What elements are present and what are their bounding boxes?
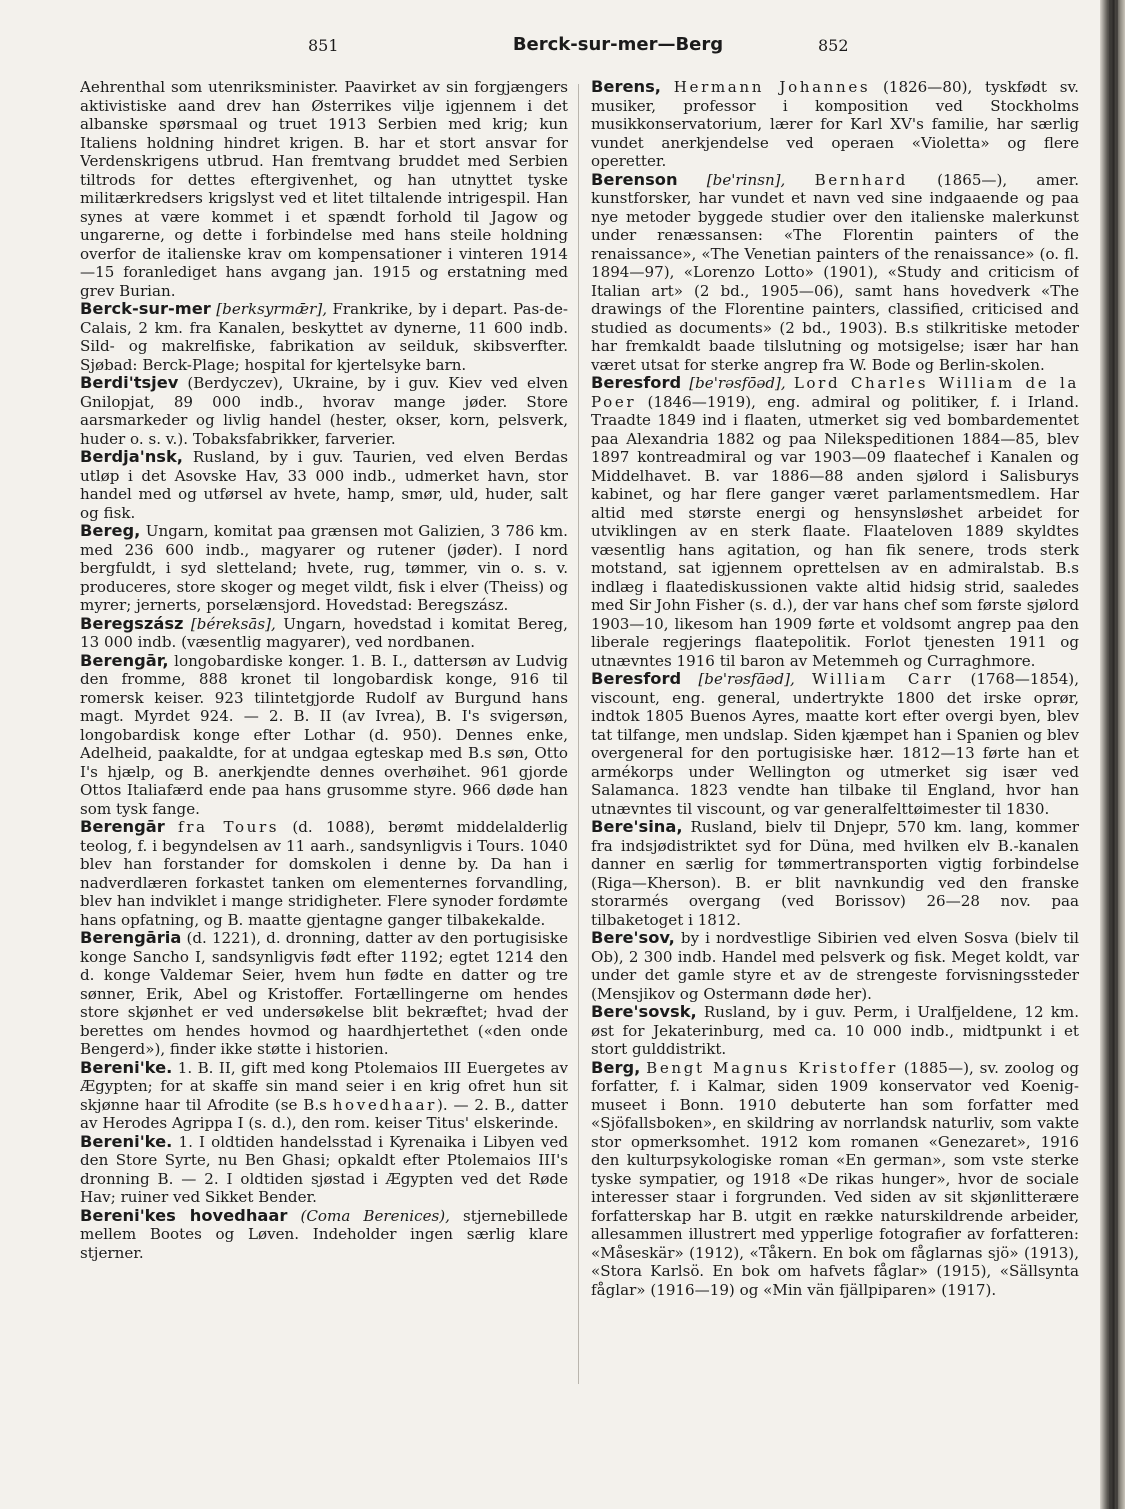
entry-headword: Bere'sovsk, [591,1002,697,1021]
book-spine-edge [1100,0,1125,1509]
entry-text: 1. B. II, gift med kong Ptolemaios III Euergetes av Ægypten; for at skaffe sin mand seier i en krig ofret hun sit skjønne haar til Afrodite (se B.s [80,1058,568,1114]
entry-headword: Beresford [591,669,682,688]
entry-headword: Bereni'kes hovedhaar [80,1205,288,1225]
entry-text: (1885—), sv. zoolog og forfatter, f. i Kalmar, siden 1909 konservator ved Koenig-museet i Bonn. 1910 debuterte han som forfatter med «Sjöfallsboken», en skildring av norrlandsk naturliv, som vakte stor opmerksomhet. 1912 kom romanen «Genezaret», 1916 den kulturpsykologiske roman «En german», som vste sterke tyske sympatier, og 1918 «De rikas hunger», hvor de sociale interesser staar i forgrunden. Ved siden av sit skjønlitterære forfatterskap har B. utgit en række naturskildrende arbeider, allesammen illustrert med ypperlige fotografier av forfatteren: «Måseskär» (1912), «Tåkern. En bok om fåglarnas sjö» (1913), «Stora Karlsö. En bok om hafvets fåglar» (1915), «Sällsynta fåglar» (1916—19) og «Min vän fjällpiparen» (1917). [591,1058,1079,1299]
column-divider [578,84,579,1384]
entry-text: Ungarn, komitat paa grænsen mot Galizien, 3 786 km. med 236 600 indb., magyarer og rutener (jøder). I nord bergfuldt, i syd sletteland; hvete, rug, tømmer, vin o. s. v. produceres, store skoger og meget vildt, fisk i elver (Theiss) og myrer; jernerts, porselænsjord. Hovedstad: Beregszász. [80,522,568,614]
entry-text: (1865—), amer. kunstforsker, har vundet et navn ved sine indgaaende og paa nye metoder byggede studier over den italienske malerkunst under renæssansen: «The Florentin painters of the renaissance», «The Venetian painters of the renaissance» (o. fl. 1894—97), «Lorenzo Lotto» (1901), «Study and criticism of Italian art» (2 bd., 1905—06), samt hans hovedverk «The drawings of the Florentine painters, classified, criticised and studied as documents» (2 bd., 1903). B.s stilkritiske metoder har fremkaldt baade tilslutning og motsigelse; især har han været utsat for sterke angrep fra W. Bode og Berlin-skolen. [591,170,1079,374]
entry-headword: Berg, [591,1057,641,1077]
page-number-left: 851 [308,36,339,55]
entry-text: by i nordvestlige Sibirien ved elven Sosva (bielv til Ob), 2 300 indb. Handel med pelsverk og fisk. Meget koldt, var under det gamle styre et av de strengeste forvisningssteder (Mensjikov og Ostermann døde her). [591,929,1079,1003]
right-column [591,78,1079,1403]
entry-text: (Berdyczev), Ukraine, by i guv. Kiev ved elven Gnilopjat, 89 000 indb., hvorav mange jøder. Store aarsmarkeder og livlig handel (hester, okser, korn, pelsverk, huder o. s. v.). Tobaksfabrikker, farverier. [80,374,568,448]
entry-berg [591,1059,1079,1300]
entry-text: Rusland, by i guv. Taurien, ved elven Berdas utløp i det Asovske Hav, 33 000 indb., udmerket havn, stor handel med og utførsel av hvete, hamp, smør, uld, huder, salt og fisk. [80,448,568,522]
entry-berenike-place [80,1133,568,1207]
entry-berengar-tours [80,818,568,929]
continued-entry: Aehrenthal som utenriksminister. Paavirket av sin forgjængers aktivistiske aand drev han Østerrikes vilje igjennem i det albanske spørsmaal og truet 1913 Serbien med krig; kun Italiens holdning hindret krigen. B. har et stort ansvar for Verdenskrigens utbrud. Han fremtvang bruddet med Serbien tiltrods for dettes eftergivenhet, og han utnyttet tyske militærkredsers krigslyst ved et litet tiltalende intrigespil. Han synes at være kommet i et spændt forhold til Jagow og ungarerne, og dette i forbindelse med hans steile holdning overfor de italienske krav om kompensationer i vinteren 1914—15 foranlediget hans avgang jan. 1915 og erstatning med grev Burian. [80,78,568,300]
entry-headword: Berdja'nsk, [80,447,183,466]
person-name: fra Tours [178,818,280,836]
entry-berens [591,78,1079,171]
entry-text: stjernebillede mellem Bootes og Løven. Indeholder ingen særlig klare stjerner. [80,1206,568,1262]
person-name: Lord Charles William de la Poer [591,374,1079,411]
pronunciation: [be'rəsfāəd], [698,670,795,688]
pronunciation: [berksyrmǣr], [216,300,327,318]
entry-berengar-kings [80,652,568,819]
entry-headword: Berengār, [80,650,169,670]
entry-berengaria [80,929,568,1059]
pronunciation: [be'rinsn], [706,170,786,189]
entry-headword: Berdi'tsjev [80,373,179,392]
running-title: Berck-sur-mer—Berg [512,34,724,55]
entry-headword: Bere'sov, [591,928,675,947]
entry-text: Ungarn, hovedstad i komitat Bereg, 13 000 indb. (væsentlig magyarer), ved nordbanen. [80,614,568,651]
entry-berditsjev [80,374,568,448]
entry-beresovsk [591,1003,1079,1059]
entry-headword: Berengāria [80,928,182,947]
entry-headword: Bereg, [80,521,141,540]
entry-text: Rusland, by i guv. Perm, i Uralfjeldene, 12 km. øst for Jekaterinburg, med ca. 10 000 indb., midtpunkt i et stort gulddistrikt. [591,1003,1079,1058]
entry-beresina [591,818,1079,929]
page-number-right: 852 [818,36,849,55]
entry-berenike-person [80,1059,568,1133]
entry-bereg [80,522,568,615]
entry-text: Rusland, bielv til Dnjepr, 570 km. lang, kommer fra indsjødistriktet syd for Düna, med hvilken elv B.-kanalen danner en særlig for tømmertransporten vigtig forbindelse (Riga—Kherson). B. er blit navnkundig ved den franske storarmés overgang (ved Borissov) 26—28 nov. paa tilbaketoget i 1812. [591,818,1079,929]
entry-beresov [591,929,1079,1003]
entry-berenikes-hovedhaar [80,1207,568,1263]
person-name: Bernhard [814,170,908,189]
latin-name: (Coma Berenices), [300,1206,450,1225]
entry-text: longobardiske konger. 1. B. I., dattersøn av Ludvig den fromme, 888 kronet til longobardisk konge, 916 til romersk keiser. 923 tilintetgjorde Rudolf av Burgund hans magt. Myrdet 924. — 2. B. II (av Ivrea), B. I's svigersøn, longobardisk konge efter Lothar (d. 950). Dennes enke, Adelheid, paakaldte, for at undgaa egteskap med B.s søn, Otto I's hjælp, og B. anerkjendte dennes overhøihet. 961 gjorde Ottos Italiafærd ende paa hans grusomme styre. 966 døde han som tysk fange. [80,651,568,818]
entry-headword: Bereni'ke. [80,1057,173,1077]
entry-text: ). — 2. B., datter av Herodes Agrippa I (s. d.), den rom. keiser Titus' elskerinde. [80,1095,568,1132]
page-header [78,30,1078,60]
page-edge-line [1109,0,1111,1509]
cross-reference: hovedhaar [332,1095,437,1114]
entry-headword: Berenson [591,169,678,189]
person-name: William Carr [812,670,954,688]
entry-headword: Beresford [591,373,682,392]
entry-beregszasz [80,615,568,652]
left-column [80,78,568,1403]
entry-headword: Berck-sur-mer [80,299,211,318]
pronunciation: [béreksās], [190,614,276,633]
entry-text: (1768—1854), viscount, eng. general, undertrykte 1800 det irske oprør, indtok 1805 Buenos Ayres, maatte kort efter overgi byen, blev tat tilfange, men undslap. Siden kjæmpet han i Spanien og blev overgeneral for den portugisiske hær. 1812—13 førte han et armékorps under Wellington og utmerket sig især ved Salamanca. 1823 vendte han tilbake til England, hvor han utnævntes til viscount, og var generalfelttøimester til 1830. [591,670,1079,818]
entry-text: (d. 1221), d. dronning, datter av den portugisiske konge Sancho I, sandsynligvis født efter 1192; egtet 1214 den d. konge Valdemar Seier, hvem hun fødte en datter og tre sønner, Erik, Abel og Kristoffer. Fortællingerne om hendes store skjønhet er ved undersøkelse blit bekræftet; hvad der berettes om hendes hovmod og haardhjertethet («den onde Bengerd»), finder ikke støtte i historien. [80,929,568,1058]
entry-headword: Berengār [80,817,165,836]
entry-berenson [591,171,1079,375]
entry-berck-sur-mer [80,300,568,374]
person-name: Bengt Magnus Kristoffer [646,1058,898,1077]
entry-headword: Berens, [591,78,661,96]
entry-beresford-charles [591,374,1079,670]
person-name: Hermann Johannes [673,78,871,96]
pronunciation: [be'rəsfōəd], [689,374,786,392]
entry-text: (1846—1919), eng. admiral og politiker, f. i Irland. Traadte 1849 ind i flaaten, utmerket sig ved bombardementet paa Alexandria 1882 og paa Nilekspeditionen 1884—85, blev 1897 kontreadmiral og var 1903—09 flaatechef i Kanalen og Middelhavet. B. var 1886—88 anden sjølord i Salisburys kabinet, og har flere ganger været parlamentsmedlem. Har altid med største energi og hensynsløshet arbeidet for utviklingen av en sterk flaate. Flaateloven 1889 skyldtes væsentlig hans agitation, og han fik senere, trods sterk motstand, sat igjennem oprettelsen av en admiralstab. B.s indlæg i flaatediskussionen vakte altid hidsig strid, saaledes med Sir John Fisher (s. d.), der var hans chef som første sjølord 1903—10, likesom han 1909 førte et voldsomt angrep paa den liberale regjerings flaatepolitik. Forlot tjenesten 1911 og utnævntes 1916 til baron av Metemmeh og Curraghmore. [591,392,1079,670]
entry-text: (1826—80), tyskfødt sv. musiker, professor i komposition ved Stockholms musikkonservatorium, lærer for Karl XV's familie, har særlig vundet anerkjendelse ved operaen «Violetta» og flere operetter. [591,78,1079,170]
entry-text: (d. 1088), berømt middelalderlig teolog, f. i begyndelsen av 11 aarh., sandsynligvis i Tours. 1040 blev han forstander for domskolen i denne by. Da han i nadverdlæren forkastet tanken om elementernes forvandling, blev han indviklet i mange stridigheter. Flere synoder fordømte hans opfatning, og B. maatte gjentagne ganger tilbakekalde. [80,818,568,929]
entry-text: Frankrike, by i depart. Pas-de-Calais, 2 km. fra Kanalen, beskyttet av dynerne, 11 600 indb. Sild- og makrelfiske, fabrikation av seilduk, skibsverfter. Sjøbad: Berck-Plage; hospital for kjertelsyke barn. [80,300,568,374]
page-edge-line [1116,0,1118,1509]
entry-headword: Bere'sina, [591,817,683,836]
entry-headword: Beregszász [80,613,184,633]
entry-text: 1. I oldtiden handelsstad i Kyrenaika i Libyen ved den Store Syrte, nu Ben Ghasi; opkaldt efter Ptolemaios III's dronning B. — 2. I oldtiden sjøstad i Ægypten ved det Røde Hav; ruiner ved Sikket Bender. [80,1132,568,1206]
entry-headword: Bereni'ke. [80,1131,173,1151]
entry-berdjansk [80,448,568,522]
entry-beresford-william [591,670,1079,818]
